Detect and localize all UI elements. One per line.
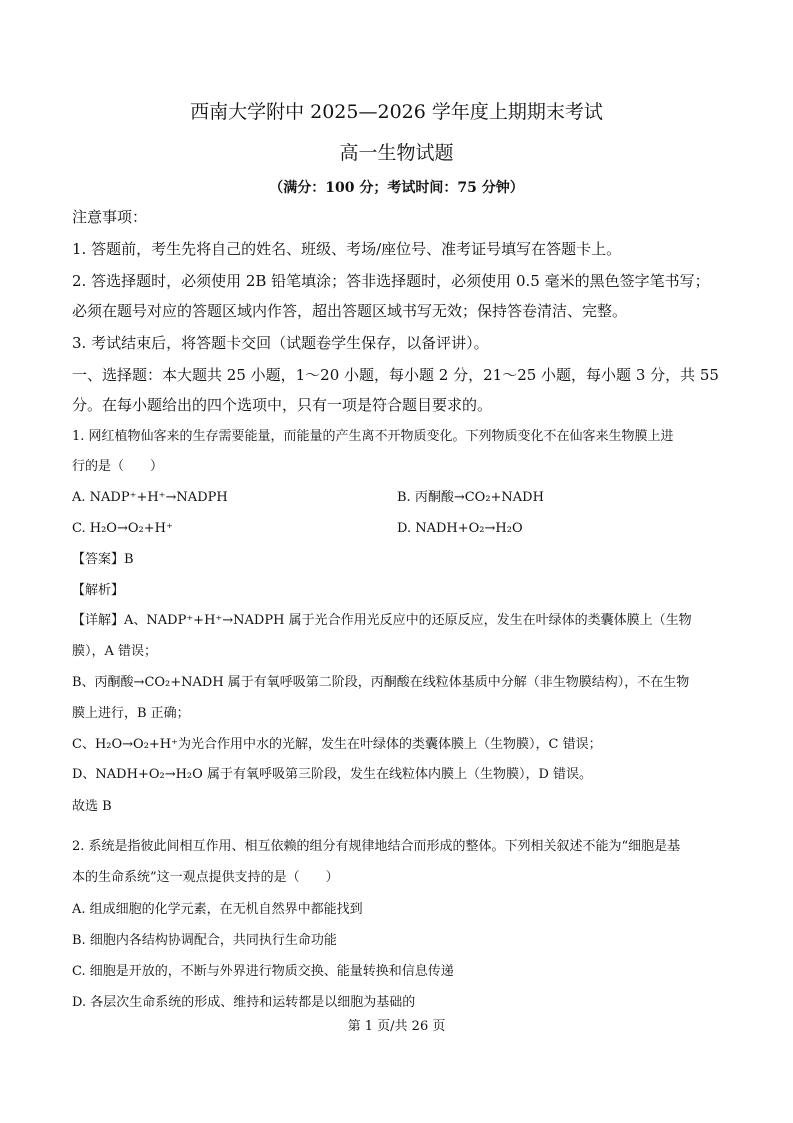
exam-subtitle: 高一生物试题 [339,142,454,164]
q1-option-b: B. 丙酮酸→CO₂+NADH [397,490,544,505]
q1-stem-cont: 行的是（ ） [72,459,164,474]
notes-item-3: 3. 考试结束后，将答题卡交回（试题卷学生保存，以备评讲）。 [72,334,489,352]
notes-item-2: 2. 答选择题时，必须使用 2B 铅笔填涂；答非选择题时，必须使用 0.5 毫米的黑色签字笔书写； [72,272,710,290]
q1-stem: 1. 网红植物仙客来的生存需要能量，而能量的产生离不开物质变化。下列物质变化不在仙客来生物膜上进 [72,429,674,444]
notes-heading: 注意事项： [72,208,148,226]
q1-option-c: C. H₂O→O₂+H⁺ [72,521,173,536]
q1-detail-d: D、NADH+O₂→H₂O 属于有氧呼吸第三阶段，发生在线粒体内膜上（生物膜），D 错误。 [72,767,592,782]
q1-option-d: D. NADH+O₂→H₂O [397,521,523,536]
q2-option-b: B. 细胞内各结构协调配合，共同执行生命功能 [72,933,337,948]
section-1-heading-cont: 分。在每小题给出的四个选项中，只有一项是符合题目要求的。 [72,396,493,414]
q1-conclusion: 故选 B [72,799,112,814]
q1-detail-cont: 膜），A 错误； [72,644,158,659]
q1-option-a: A. NADP⁺+H⁺→NADPH [72,490,228,505]
q2-option-d: D. 各层次生命系统的形成、维持和运转都是以细胞为基础的 [72,995,416,1010]
notes-item-2-cont: 必须在题号对应的答题区域内作答，超出答题区域书写无效；保持答卷清洁、完整。 [72,302,628,320]
q1-analysis-label: 【解析】 [72,583,125,598]
section-1-heading: 一、选择题：本大题共 25 小题，1～20 小题，每小题 2 分，21～25 小题，每小题 3 分，共 55 [72,366,719,384]
q1-answer: 【答案】B [72,552,134,567]
q1-detail-b: B、丙酮酸→CO₂+NADH 属于有氧呼吸第二阶段，丙酮酸在线粒体基质中分解（非生物膜结构），不在生物 [72,675,690,690]
notes-item-1: 1. 答题前，考生先将自己的姓名、班级、考场/座位号、准考证号填写在答题卡上。 [72,240,622,258]
q2-option-a: A. 组成细胞的化学元素，在无机自然界中都能找到 [72,902,363,917]
page-footer: 第 1 页/共 26 页 [347,1019,446,1034]
exam-meta: （满分：100 分；考试时间：75 分钟） [269,180,524,196]
q1-detail-b-cont: 膜上进行，B 正确； [72,706,190,721]
q1-detail: 【详解】A、NADP⁺+H⁺→NADPH 属于光合作用光反应中的还原反应，发生在叶绿体的类囊体膜上（生物 [72,613,692,628]
q1-detail-c: C、H₂O→O₂+H⁺为光合作用中水的光解，发生在叶绿体的类囊体膜上（生物膜），C 错误； [72,737,602,752]
exam-title: 西南大学附中 2025—2026 学年度上期期末考试 [190,101,603,123]
q2-option-c: C. 细胞是开放的，不断与外界进行物质交换、能量转换和信息传递 [72,964,454,979]
q2-stem-cont: 本的生命系统”这一观点提供支持的是（ ） [72,870,339,885]
q2-stem: 2. 系统是指彼此间相互作用、相互依赖的组分有规律地结合而形成的整体。下列相关叙述不能为“细胞是基 [72,839,681,854]
